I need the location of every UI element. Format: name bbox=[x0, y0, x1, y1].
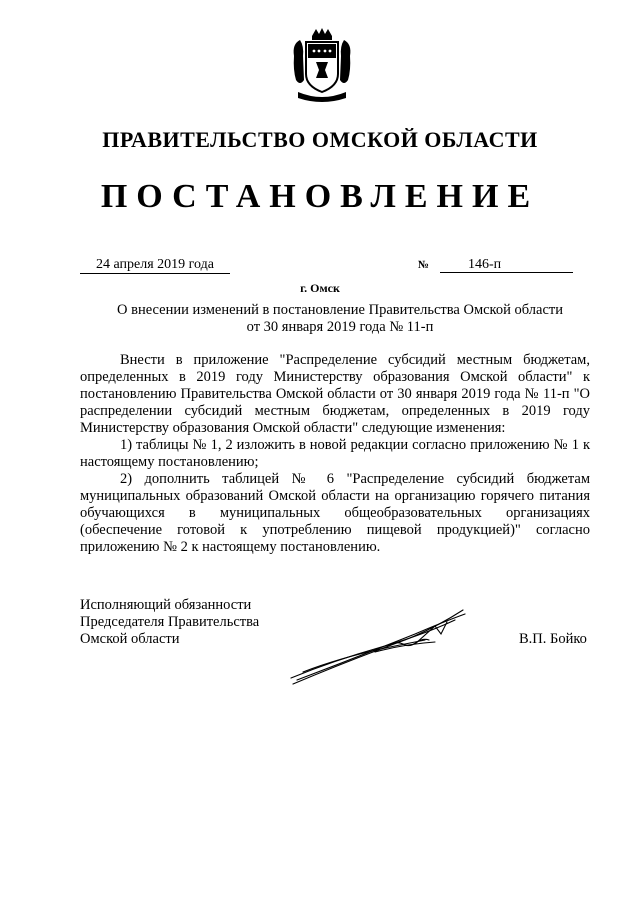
body-item-2: 2) дополнить таблицей № 6 "Распределение субсидий бюджетам муниципальных образований Омской области на организацию горячего питания обучающихся в муниципальных общеобразовательных организациях (обеспечение готовой к употреблению пищевой продукцией)" согласно приложению № 2 к настоящему постановлению. bbox=[80, 471, 590, 555]
document-subject bbox=[80, 302, 600, 336]
document-number: 146-п bbox=[440, 257, 573, 273]
subject-line-2: от 30 января 2019 года № 11-п bbox=[246, 319, 434, 335]
signer-line-3: Омской области bbox=[80, 631, 180, 647]
city: г. Омск bbox=[300, 281, 340, 295]
signer-name: В.П. Бойко bbox=[519, 631, 587, 647]
document-date: 24 апреля 2019 года bbox=[80, 257, 230, 274]
government-title: ПРАВИТЕЛЬСТВО ОМСКОЙ ОБЛАСТИ bbox=[102, 127, 538, 152]
document-type: ПОСТАНОВЛЕНИЕ bbox=[100, 178, 540, 215]
signature-icon bbox=[285, 600, 470, 690]
subject-line-1: О внесении изменений в постановление Правительства Омской области bbox=[117, 302, 563, 318]
signer-position bbox=[80, 597, 259, 648]
body-paragraph: Внести в приложение "Распределение субсидий местным бюджетам, определенных в 2019 году Министерству образования Омской области" к постановлению Правительства Омской области от 30 января 2019 года № 11-п "О распределении субсидий местным бюджетам, определенных в 2019 году Министерству образования Омской области" следующие изменения: bbox=[80, 352, 590, 436]
signer-line-2: Председателя Правительства bbox=[80, 614, 260, 630]
signer-line-1: Исполняющий обязанности bbox=[80, 597, 252, 613]
coat-of-arms-icon bbox=[290, 26, 354, 106]
document-body bbox=[80, 352, 590, 556]
body-item-1: 1) таблицы № 1, 2 изложить в новой редакции согласно приложению № 1 к настоящему постановлению; bbox=[80, 437, 590, 470]
number-sign: № bbox=[418, 259, 430, 271]
